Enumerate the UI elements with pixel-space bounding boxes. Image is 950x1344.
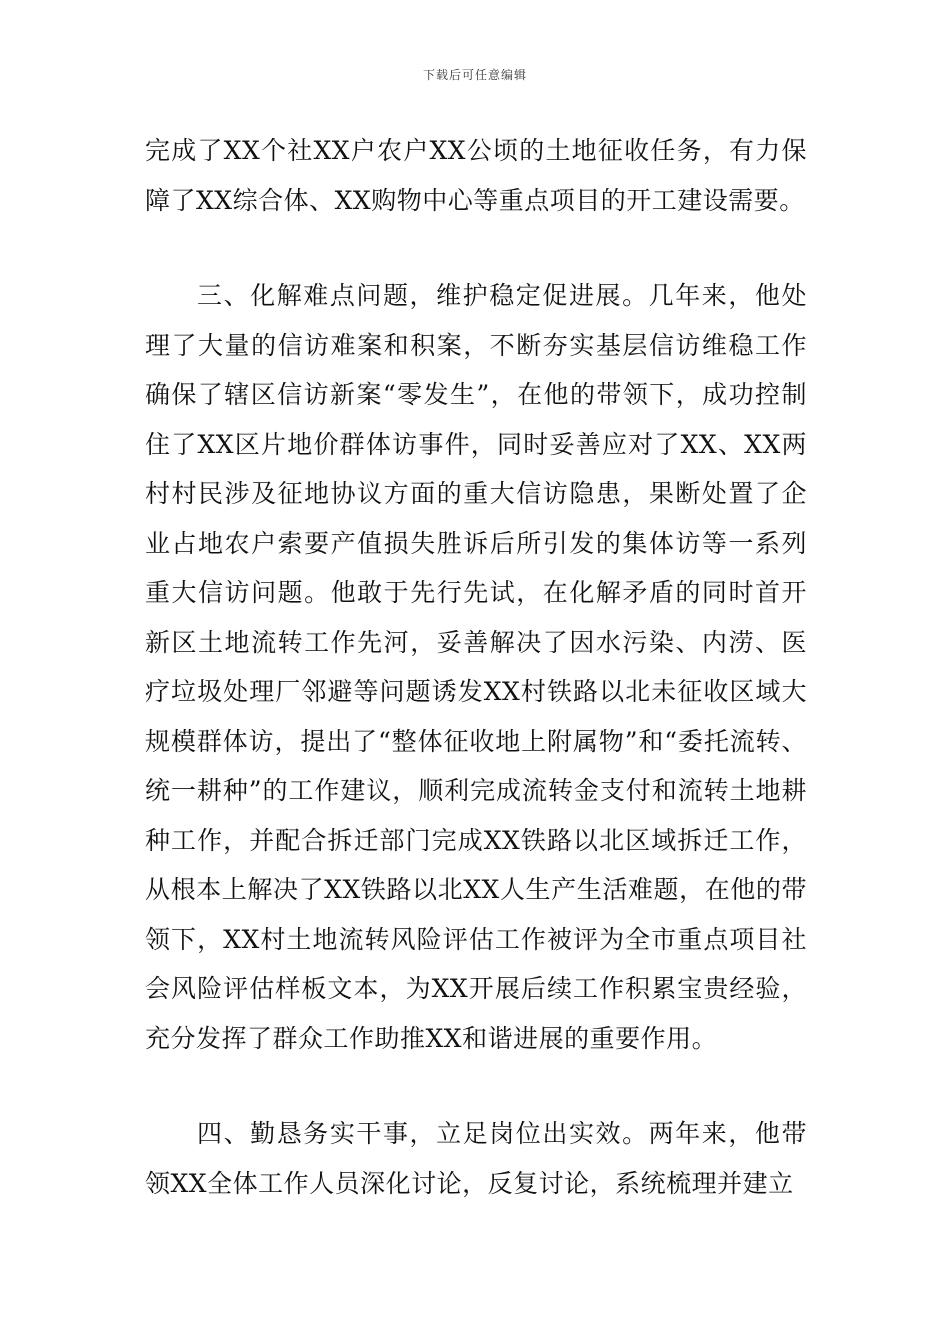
- paragraph-continuation: 完成了XX个社XX户农户XX公顷的土地征收任务，有力保障了XX综合体、XX购物中心等重点项目的开工建设需要。: [145, 136, 807, 215]
- document-body: [145, 126, 807, 1208]
- paragraph-section-four: 四、勤恳务实干事，立足岗位出实效。两年来，他带领XX全体工作人员深化讨论，反复讨论，系统梳理并建立: [145, 1119, 807, 1198]
- page-header-note: 下载后可任意编辑: [422, 68, 527, 82]
- paragraph-section-three: 三、化解难点问题，维护稳定促进展。几年来，他处理了大量的信访难案和积案，不断夯实基层信访维稳工作确保了辖区信访新案“零发生”，在他的带领下，成功控制住了XX区片地价群体访事件，同时妥善应对了XX、XX两村村民涉及征地协议方面的重大信访隐患，果断处置了企业占地农户索要产值损失胜诉后所引发的集体访等一系列重大信访问题。他敢于先行先试，在化解矛盾的同时首开新区土地流转工作先河，妥善解决了因水污染、内涝、医疗垃圾处理厂邻避等问题诱发XX村铁路以北未征收区域大规模群体访，提出了“整体征收地上附属物”和“委托流转、统一耕种”的工作建议，顺利完成流转金支付和流转土地耕种工作，并配合拆迁部门完成XX铁路以北区域拆迁工作，从根本上解决了XX铁路以北XX人生产生活难题，在他的带领下，XX村土地流转风险评估工作被评为全市重点项目社会风险评估样板文本，为XX开展后续工作积累宝贵经验，充分发挥了群众工作助推XX和谐进展的重要作用。: [145, 281, 807, 1053]
